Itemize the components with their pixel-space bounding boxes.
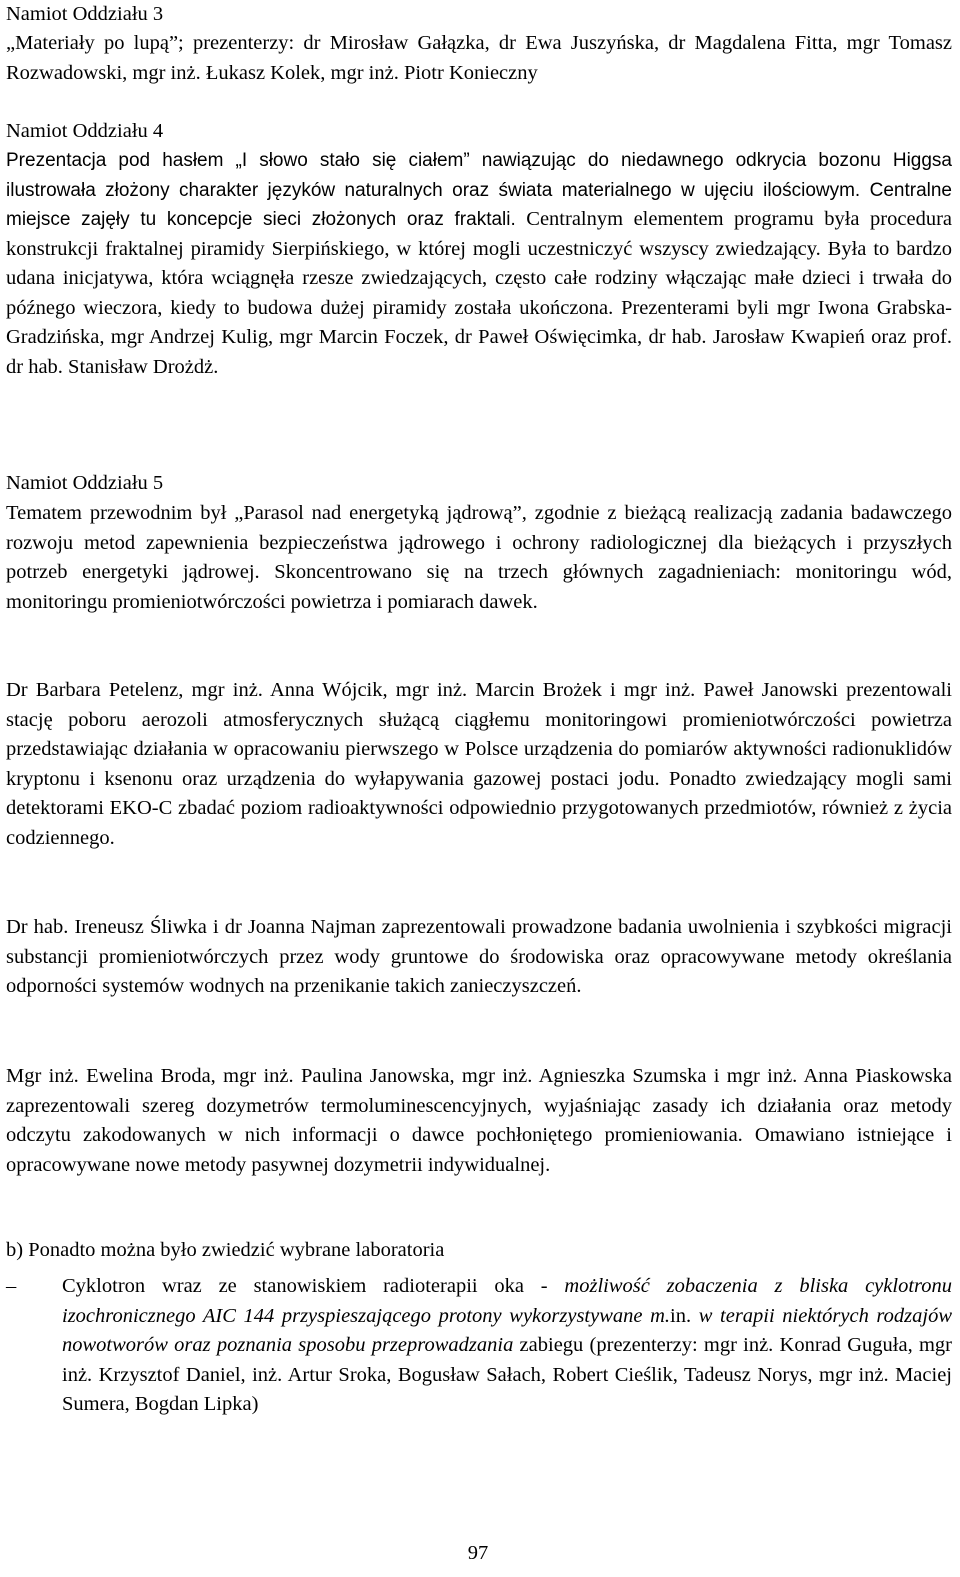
tent4-text-serif: Centralnym elementem programu była procedura konstrukcji fraktalnej piramidy Sierpińskiego, w której mogli uczestniczyć wszyscy zwiedzający. Była to bardzo udana inicjatywa, która wciągnęła rzesze zwiedzających, często całe rodziny włączając małe dzieci i trwała do późnego wieczora, kiedy to budowa dużej piramidy została ukończona. Prezenterami byli mgr Iwona Grabska-Gradzińska, mgr Andrzej Kulig, mgr Marcin Foczek, dr Paweł Oświęcimka, dr hab. Jarosław Kwapień oraz prof. dr hab. Stanisław Drożdż. bbox=[6, 208, 952, 378]
petelenz-paragraph: Dr Barbara Petelenz, mgr inż. Anna Wójcik, mgr inż. Marcin Brożek i mgr inż. Paweł Janowski prezentowali stację poboru aerozoli atmosferycznych służącą ciągłemu monitoringowi promieniotwórczości powietrza przedstawiając działania w opracowaniu pierwszego w Polsce urządzenia do pomiarów aktywności radionuklidów kryptonu i ksenonu oraz urządzenia do wyłapywania gazowej postaci jodu. Ponadto zwiedzający mogli sami detektorami EKO-C zbadać poziom radioaktywności odpowiednio przygotowanych przedmiotów, również z życia codziennego. bbox=[6, 679, 952, 849]
tent4-heading: Namiot Oddziału 4 bbox=[6, 120, 164, 142]
list-bullet: – bbox=[6, 1275, 17, 1297]
lab-item-tail: zabiegu (prezenterzy: mgr inż. Konrad Guguła, mgr inż. Krzysztof Daniel, inż. Artur Sroka, Bogusław Sałach, Robert Cieślik, Tadeusz Norys, mgr inż. Maciej Sumera, Bogdan Lipka) bbox=[62, 1334, 952, 1415]
tent3-text: „Materiały po lupą”; prezenterzy: dr Mirosław Gałązka, dr Ewa Juszyńska, dr Magdalena Fitta, mgr Tomasz Rozwadowski, mgr inż. Łukasz Kolek, mgr inż. Piotr Konieczny bbox=[6, 32, 952, 84]
tent5-text: Tematem przewodnim był „Parasol nad energetyką jądrową”, zgodnie z bieżącą realizacją zadania badawczego rozwoju metod zapewnienia bezpieczeństwa jądrowego i ochrony radiologicznej dla bieżących i przyszłych potrzeb energetyki jądrowej. Skoncentrowano się na trzech głównych zagadnieniach: monitoringu wód, monitoringu promieniotwórczości powietrza i pomiarach dawek. bbox=[6, 502, 952, 613]
page-number: 97 bbox=[467, 1542, 489, 1564]
lab-item-in: in. bbox=[670, 1304, 699, 1327]
labs-heading: b) Ponadto można było zwiedzić wybrane laboratoria bbox=[6, 1239, 445, 1261]
lab-item-text bbox=[62, 1272, 952, 1420]
broda-paragraph: Mgr inż. Ewelina Broda, mgr inż. Paulina Janowska, mgr inż. Agnieszka Szumska i mgr inż. Anna Piaskowska zaprezentowali szereg dozymetrów termoluminescencyjnych, wyjaśniając zasady ich działania oraz metody odczytu zakodowanych w nich informacji o dawce pochłoniętego promieniowania. Omawiano istniejące i opracowywane nowe metody pasywnej dozymetrii indywidualnej. bbox=[6, 1065, 952, 1176]
tent4-text-sans: Prezentacja pod hasłem „I słowo stało się ciałem” nawiązując do niedawnego odkrycia bozonu Higgsa ilustrowała złożony charakter języków naturalnych oraz świata materialnego w ujęciu ilościowym. Centralne miejsce zajęły tu koncepcje sieci złożonych oraz fraktali. bbox=[6, 150, 952, 230]
lab-item-lead: Cyklotron wraz ze stanowiskiem radioterapii oka - bbox=[62, 1275, 565, 1297]
lab-item-italic: możliwość zobaczenia z bliska cyklotronu izochronicznego AIC 144 przyspieszającego protony wykorzystywane m. bbox=[62, 1275, 952, 1327]
lab-item-italic-2: w terapii niektórych rodzajów nowotworów oraz poznania sposobu przeprowadzania bbox=[62, 1304, 952, 1356]
tent4-text bbox=[6, 146, 952, 382]
tent3-heading: Namiot Oddziału 3 bbox=[6, 3, 164, 25]
sliwka-paragraph: Dr hab. Ireneusz Śliwka i dr Joanna Najman zaprezentowali prowadzone badania uwolnienia i szybkości migracji substancji promieniotwórczych przez wody gruntowe do środowiska oraz opracowywane metody określania odporności systemów wodnych na przenikanie takich zanieczyszczeń. bbox=[6, 916, 952, 997]
tent5-heading: Namiot Oddziału 5 bbox=[6, 472, 164, 494]
